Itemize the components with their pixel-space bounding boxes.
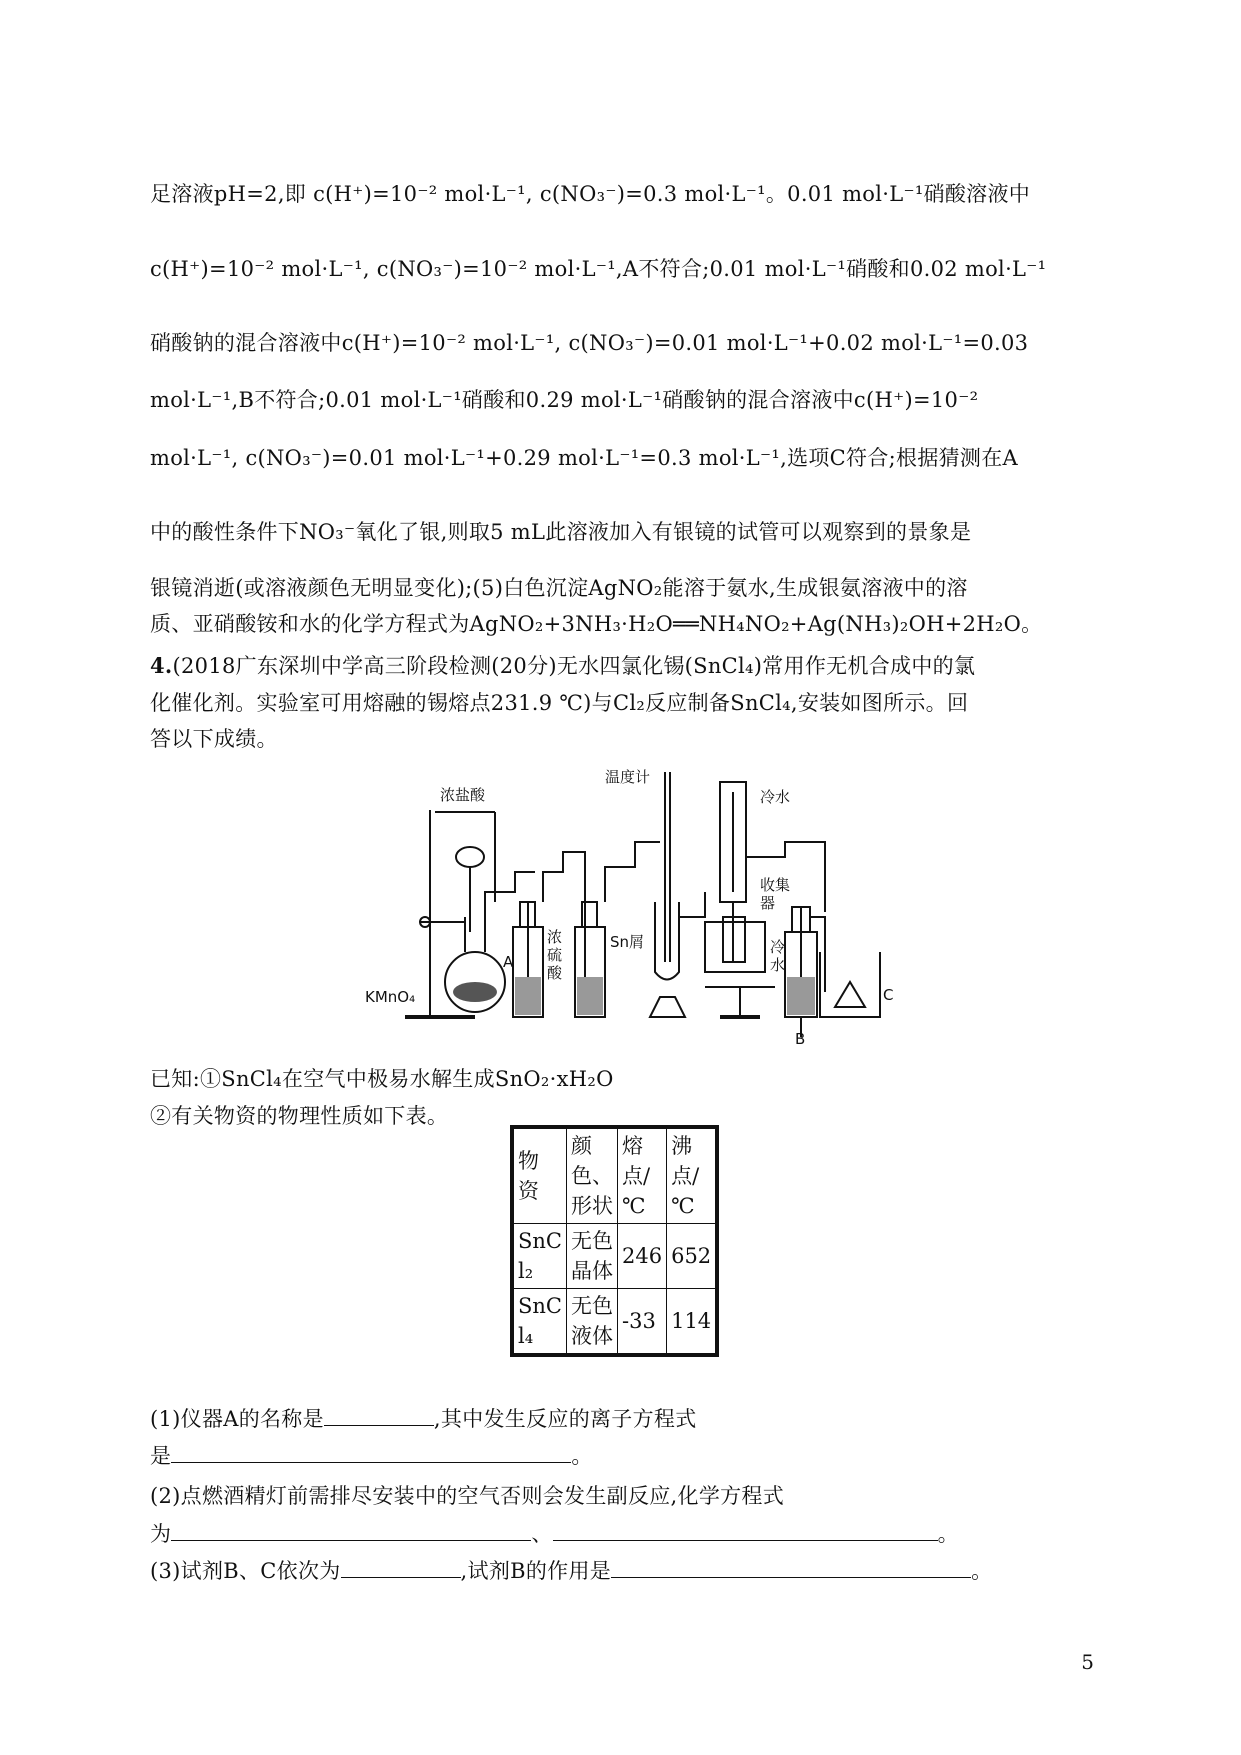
table-row xyxy=(512,1289,717,1356)
question-4-text-1: (2018广东深圳中学高三阶段检测(20分)无水四氯化锡(SnCl₄)常用作无机合成中的氯 xyxy=(172,654,976,678)
label-wendu: 温度计 xyxy=(605,768,651,786)
solution-line-7: 银镜消逝(或溶液颜色无明显变化);(5)白色沉淀AgNO₂能溶于氨水,生成银氨溶液中的溶 xyxy=(150,576,968,600)
label-shouji: 收集 xyxy=(760,876,791,894)
subquestion-2: (2)点燃酒精灯前需排尽安装中的空气否则会发生副反应,化学方程式 xyxy=(150,1484,785,1508)
solution-line-5: mol·L⁻¹, c(NO₃⁻)=0.01 mol·L⁻¹+0.29 mol·L⁻¹=0.3 mol·L⁻¹,选项C符合;根据猜测在A xyxy=(150,446,1018,470)
question-number: 4. xyxy=(150,653,173,678)
question-4-line-2: 化催化剂。实验室可用熔融的锡熔点231.9 ℃)与Cl₂反应制备SnCl₄,安装如图所示。回 xyxy=(150,691,969,715)
properties-table xyxy=(510,1125,719,1357)
table-cell: 无色 晶体 xyxy=(566,1224,617,1289)
label-a: A xyxy=(503,953,514,971)
table-row xyxy=(512,1224,717,1289)
label-nongyansuan: 浓盐酸 xyxy=(440,786,486,804)
question-4-line-3: 答以下成绩。 xyxy=(150,727,278,751)
known-line-1: 已知:①SnCl₄在空气中极易水解生成SnO₂·xH₂O xyxy=(150,1067,614,1091)
solution-line-4: mol·L⁻¹,B不符合;0.01 mol·L⁻¹硝酸和0.29 mol·L⁻¹硝酸钠的混合溶液中c(H⁺)=10⁻² xyxy=(150,388,979,412)
label-lengshui-top: 冷水 xyxy=(760,788,791,806)
table-cell: 246 xyxy=(617,1224,666,1289)
label-kmno4: KMnO₄ xyxy=(365,988,416,1006)
subquestion-3: (3)试剂B、C依次为 ,试剂B的作用是 。 xyxy=(150,1559,993,1583)
table-cell: SnC l₂ xyxy=(512,1224,566,1289)
answer-blank[interactable] xyxy=(341,1559,461,1578)
subquestion-2-cont: 为 、 。 xyxy=(150,1522,959,1546)
answer-blank[interactable] xyxy=(324,1407,434,1426)
subquestion-1-cont: 是 。 xyxy=(150,1444,593,1468)
label-qi: 器 xyxy=(760,894,776,912)
label-sn: Sn屑 xyxy=(610,933,645,951)
table-cell: 652 xyxy=(667,1224,718,1289)
label-liu: 硫 xyxy=(547,946,563,964)
header-cell: 熔 点/ ℃ xyxy=(617,1127,666,1224)
table-cell: SnC l₄ xyxy=(512,1289,566,1356)
header-cell: 沸 点/ ℃ xyxy=(667,1127,718,1224)
answer-blank[interactable] xyxy=(171,1444,571,1463)
solution-line-8: 质、亚硝酸铵和水的化学方程式为AgNO₂+3NH₃·H₂O══NH₄NO₂+Ag(NH₃)₂OH+2H₂O。 xyxy=(150,612,1043,636)
table-header-row xyxy=(512,1127,717,1224)
table-cell: -33 xyxy=(617,1289,666,1356)
label-c: C xyxy=(883,986,894,1004)
page-number: 5 xyxy=(1081,1650,1094,1674)
table-cell: 114 xyxy=(667,1289,718,1356)
solution-line-3: 硝酸钠的混合溶液中c(H⁺)=10⁻² mol·L⁻¹, c(NO₃⁻)=0.01 mol·L⁻¹+0.02 mol·L⁻¹=0.03 xyxy=(150,331,1029,355)
answer-blank[interactable] xyxy=(553,1522,938,1541)
label-suan: 酸 xyxy=(547,964,563,982)
known-line-2: ②有关物资的物理性质如下表。 xyxy=(150,1104,449,1128)
header-cell: 物 资 xyxy=(512,1127,566,1224)
table-cell: 无色 液体 xyxy=(566,1289,617,1356)
question-4-line-1 xyxy=(150,650,975,680)
answer-blank[interactable] xyxy=(611,1559,971,1578)
label-nong: 浓 xyxy=(547,928,563,946)
solution-line-1: 足溶液pH=2,即 c(H⁺)=10⁻² mol·L⁻¹, c(NO₃⁻)=0.3 mol·L⁻¹。0.01 mol·L⁻¹硝酸溶液中 xyxy=(150,182,1031,206)
subquestion-1: (1)仪器A的名称是 ,其中发生反应的离子方程式 xyxy=(150,1407,697,1431)
solution-line-6: 中的酸性条件下NO₃⁻氧化了银,则取5 mL此溶液加入有银镜的试管可以观察到的景象是 xyxy=(150,520,972,544)
label-shui: 水 xyxy=(770,956,786,974)
answer-blank[interactable] xyxy=(171,1522,531,1541)
solution-line-2: c(H⁺)=10⁻² mol·L⁻¹, c(NO₃⁻)=10⁻² mol·L⁻¹,A不符合;0.01 mol·L⁻¹硝酸和0.02 mol·L⁻¹ xyxy=(150,257,1047,281)
label-leng: 冷 xyxy=(770,938,786,956)
label-b: B xyxy=(795,1030,806,1048)
header-cell: 颜 色、 形状 xyxy=(566,1127,617,1224)
apparatus-diagram xyxy=(365,762,894,1048)
